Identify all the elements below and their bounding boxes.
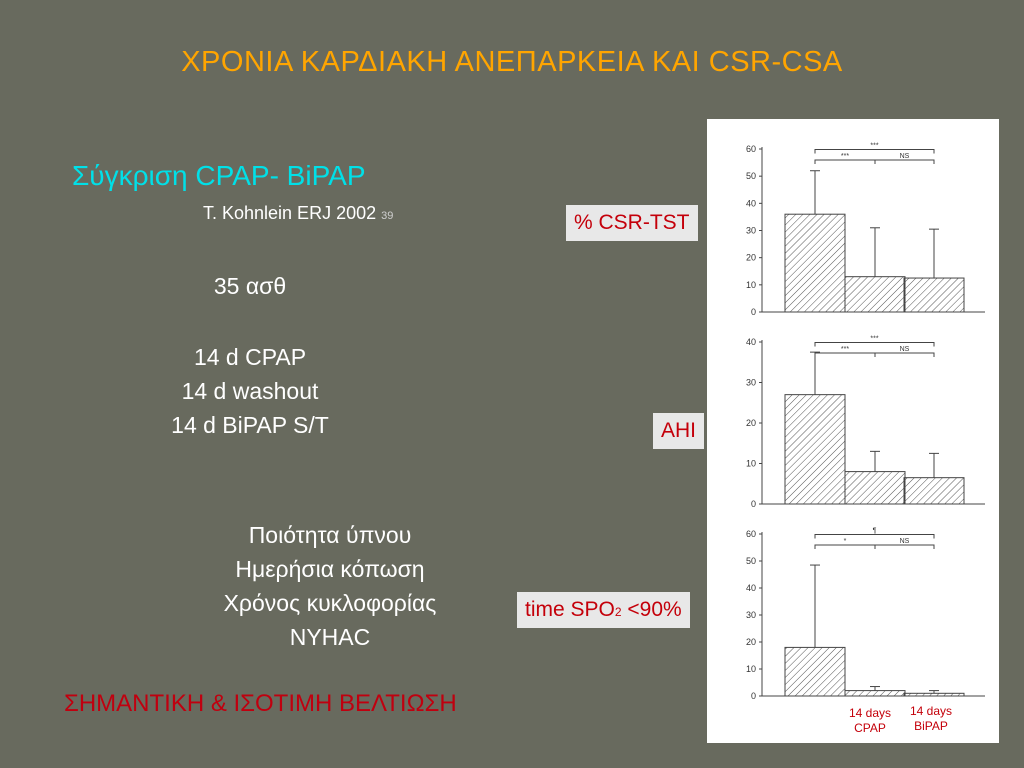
- outcome-nyha: NYHAC: [289, 624, 371, 650]
- significance-bracket: [815, 160, 875, 164]
- bar: [845, 691, 905, 696]
- significance-bracket: [815, 353, 875, 357]
- y-tick-label: 20: [745, 637, 756, 647]
- significance-label: ***: [840, 346, 850, 353]
- label-spo2: [517, 592, 690, 628]
- bar: [845, 472, 905, 504]
- citation: [203, 203, 393, 224]
- y-tick-label: 10: [745, 279, 756, 290]
- protocol-item-washout: 14 d washout: [181, 378, 319, 404]
- significance-label: NS: [899, 153, 910, 160]
- x-label-bipap: 14 days BiPAP: [909, 704, 953, 733]
- y-tick-label: 30: [745, 377, 756, 388]
- label-spo2-sub: 2: [614, 605, 622, 619]
- significance-bracket: [875, 545, 934, 549]
- citation-text: T. Kohnlein ERJ 2002: [203, 203, 377, 223]
- bar: [904, 278, 964, 312]
- bar: [785, 395, 845, 504]
- significance-label: *: [843, 538, 847, 545]
- y-tick-label: 60: [745, 144, 756, 154]
- conclusion: ΣΗΜΑΝΤΙΚΗ & ΙΣΟΤΙΜΗ ΒΕΛΤΙΩΣΗ: [64, 690, 457, 717]
- bar: [904, 693, 964, 696]
- label-spo2-tail: <90%: [621, 598, 682, 621]
- charts-figure: [707, 119, 999, 743]
- y-tick-label: 50: [745, 556, 756, 566]
- bar: [785, 214, 845, 312]
- citation-ref: 39: [381, 210, 394, 222]
- significance-bracket: [875, 160, 934, 164]
- bar: [845, 277, 905, 312]
- y-tick-label: 40: [745, 337, 756, 347]
- protocol-item-bipap: 14 d BiPAP S/T: [171, 412, 329, 438]
- patients-count: 35 ασθ: [213, 273, 287, 299]
- y-tick-label: 40: [745, 198, 756, 209]
- protocol-item-cpap: 14 d CPAP: [193, 344, 307, 370]
- slide-subtitle: Σύγκριση CPAP- BiPAP: [72, 160, 366, 191]
- slide-title: ΧΡΟΝΙΑ ΚΑΡΔΙΑΚΗ ΑΝΕΠΑΡΚΕΙΑ ΚΑΙ CSR-CSA: [181, 46, 843, 78]
- bar: [904, 478, 964, 504]
- label-csr-tst: % CSR-TST: [566, 205, 698, 241]
- significance-label: ***: [870, 142, 879, 150]
- outcome-sleep-quality: Ποιότητα ύπνου: [248, 522, 412, 548]
- significance-bracket: [815, 150, 934, 154]
- bar: [785, 647, 845, 696]
- y-tick-label: 30: [745, 225, 756, 236]
- outcome-daytime-fatigue: Ημερήσια κόπωση: [235, 556, 425, 582]
- x-label-cpap: 14 days CPAP: [848, 706, 892, 735]
- y-tick-label: 0: [750, 307, 756, 317]
- outcomes-list: [180, 518, 480, 654]
- y-tick-label: 30: [745, 610, 756, 620]
- significance-label: ***: [870, 335, 879, 343]
- significance-label: NS: [899, 538, 910, 545]
- protocol-list: [130, 340, 370, 442]
- significance-bracket: [875, 353, 934, 357]
- y-tick-label: 10: [745, 458, 756, 469]
- y-tick-label: 0: [750, 691, 756, 701]
- outcome-circulation-time: Χρόνος κυκλοφορίας: [223, 590, 437, 616]
- significance-label: ¶: [872, 527, 877, 535]
- significance-label: ***: [840, 153, 850, 160]
- label-spo2-main: time SPO: [525, 598, 615, 621]
- y-tick-label: 40: [745, 583, 756, 593]
- y-tick-label: 20: [745, 252, 756, 263]
- y-tick-label: 50: [745, 171, 756, 182]
- significance-label: NS: [899, 346, 910, 353]
- y-tick-label: 0: [750, 499, 756, 509]
- chart-panel: [707, 119, 999, 743]
- label-ahi: AHI: [653, 413, 704, 449]
- y-tick-label: 10: [745, 664, 756, 674]
- significance-bracket: [815, 545, 875, 549]
- significance-bracket: [815, 535, 934, 539]
- y-tick-label: 20: [745, 418, 756, 428]
- significance-bracket: [815, 343, 934, 347]
- y-tick-label: 60: [745, 529, 756, 539]
